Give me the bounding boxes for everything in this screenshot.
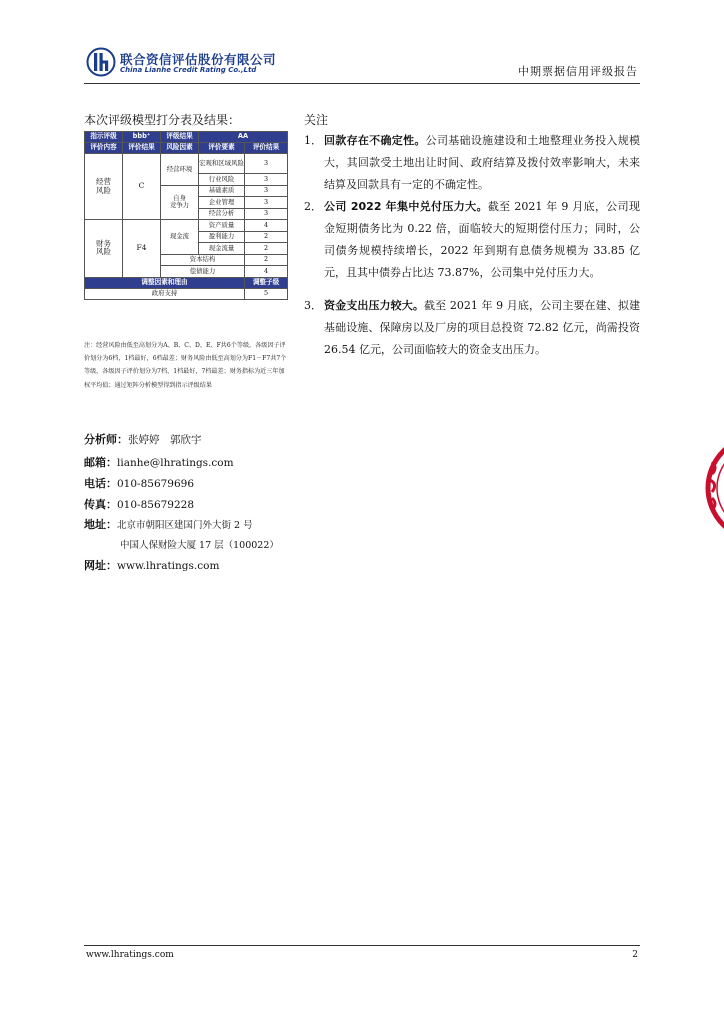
email-line [84,454,234,470]
operating-environment-label: 经营环境 [161,154,199,186]
website-link[interactable]: www.lhratings.com [117,560,220,572]
item-headline: 公司 2022 年集中兑付压力大。 [324,200,488,213]
email-label: 邮箱： [84,456,117,469]
element-label: 企业管理 [199,197,245,209]
solvency-label: 偿债能力 [161,266,245,278]
address-line [84,516,253,532]
element-score: 3 [245,197,288,209]
email-link[interactable]: lianhe@lhratings.com [117,457,234,469]
adjust-level-label: 调整子级 [245,277,288,288]
item-number: 1． [304,134,322,147]
footer-divider [84,945,640,946]
col-header: 评价要素 [199,143,245,154]
analyst-label: 分析师： [84,433,128,446]
government-support-label: 政府支持 [85,288,245,300]
government-support-score: 5 [245,288,288,300]
report-type: 中期票据信用评级报告 [518,65,638,78]
col-header: 风险因素 [161,143,199,154]
table-row [85,154,288,174]
fax-number: 010-85679228 [117,499,195,511]
element-label: 行业风险 [199,174,245,186]
element-score: 3 [245,174,288,186]
score-table [84,131,288,300]
indicative-rating-row [85,132,288,143]
adjust-header-row [85,277,288,288]
element-score: 3 [245,185,288,197]
header-divider [84,83,640,84]
rating-result-value: AA [199,132,288,143]
analyst-line [84,431,202,447]
capital-structure-label: 资本结构 [161,254,245,266]
table-row [85,288,288,300]
item-body: 截至 2021 年 9 月底，公司主要在建、拟建基础设施、保障房以及厂房的项目总投资 72.82 亿元，尚需投资 26.54 亿元，公司面临较大的资金支出压力。 [324,299,641,356]
element-label: 宏观和区域风险 [199,154,245,174]
element-label: 盈利能力 [199,231,245,243]
table-row [85,220,288,232]
element-score: 4 [245,220,288,232]
solvency-score: 4 [245,266,288,278]
financial-risk-result: F4 [123,220,161,278]
website-line [84,557,219,573]
address-line-1: 北京市朝阳区建国门外大街 2 号 [117,520,253,531]
item-headline: 回款存在不确定性。 [324,134,426,147]
focus-item-3 [304,295,640,361]
fax-line [84,496,194,512]
item-headline: 资金支出压力较大。 [324,299,425,312]
fax-label: 传真： [84,498,117,511]
website-label: 网址： [84,559,117,572]
address-line-2: 中国人保财险大厦 17 层（100022） [120,540,279,551]
focus-title: 关注 [304,113,329,127]
phone-line [84,475,194,491]
focus-item-1 [304,130,640,196]
company-name-en: China Lianhe Credit Rating Co.,Ltd [120,66,257,74]
business-risk-label: 经营 风险 [85,154,123,220]
element-score: 2 [245,231,288,243]
capital-structure-score: 2 [245,254,288,266]
column-header-row [85,143,288,154]
element-label: 资产质量 [199,220,245,232]
item-body: 公司基础设施建设和土地整理业务投入规模大，其回款受土地出让时间、政府结算及拨付效率影响大，未来结算及回款具有一定的不确定性。 [324,134,641,191]
competitiveness-label: 自身 竞争力 [161,185,199,220]
footer-website[interactable]: www.lhratings.com [86,950,174,960]
element-label: 现金流量 [199,243,245,255]
rating-result-label: 评级结果 [161,132,199,143]
table-note: 注：经营风险由低至高划分为A、B、C、D、E、F共6个等级，各级因子评价划分为6档，1档最好，6档最差；财务风险由低至高划分为F1－F7共7个等级，各级因子评价划分为7档，1档最好，7档最差；财务指标为近三年加权平均值；通过矩阵分析模型得到指示评级结果 [84,342,287,389]
focus-item-2 [304,196,640,284]
phone-number: 010-85679696 [117,478,195,490]
company-name-cn: 联合资信评估股份有限公司 [120,52,277,67]
item-body: 截至 2021 年 9 月底，公司现金短期债务比为 0.22 倍，面临较大的短期偿付压力；同时，公司债务规模持续增长，2022 年到期有息债务规模为 33.85 亿元，且其中债券占比达 73.87%，公司集中兑付压力大。 [324,200,640,279]
element-score: 3 [245,208,288,220]
cash-flow-label: 现金流 [161,220,199,255]
col-header: 评价内容 [85,143,123,154]
financial-risk-label: 财务 风险 [85,220,123,278]
indicative-rating-label: 指示评级 [85,132,123,143]
col-header: 评价结果 [245,143,288,154]
element-score: 2 [245,243,288,255]
adjust-factors-label: 调整因素和理由 [85,277,245,288]
element-label: 基础素质 [199,185,245,197]
analyst-names: 张婷婷 郭欣宇 [128,434,202,446]
address-label: 地址： [84,518,117,531]
page-number: 2 [632,950,638,960]
score-table-heading: 本次评级模型打分表及结果： [84,113,241,127]
item-number: 3． [304,299,322,312]
seal-stamp-icon [700,432,724,544]
item-number: 2． [304,200,322,213]
element-score: 3 [245,154,288,174]
indicative-rating-value: bbb⁺ [123,132,161,143]
phone-label: 电话： [84,477,117,490]
business-risk-result: C [123,154,161,220]
company-logo-icon [86,47,116,77]
element-label: 经营分析 [199,208,245,220]
col-header: 评价结果 [123,143,161,154]
